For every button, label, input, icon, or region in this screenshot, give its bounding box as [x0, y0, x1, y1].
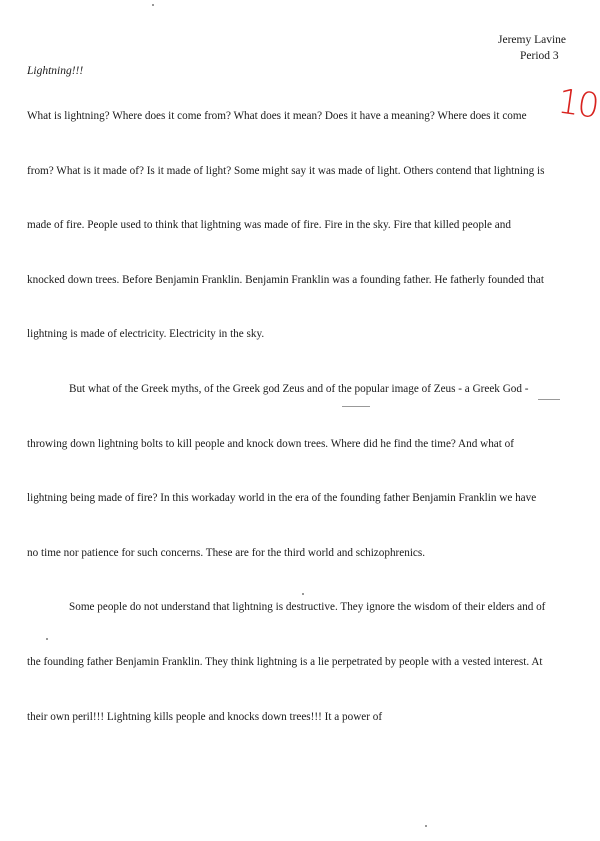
handwritten-grade: 10: [555, 81, 600, 127]
scan-speck: [152, 4, 154, 6]
paragraph-1: What is lightning? Where does it come from? What does it mean? Does it have a meaning? Where does it come from? What is it made of? Is it made of light? Some might say it was made of light. Others contend that lightning is made of fire. People used to think that lightning was made of fire. Fire in the sky. Fire that killed people and knocked down trees. Before Benjamin Franklin. Benjamin Franklin was a founding father. He fatherly founded that lightning is made of electricity. Electricity in the sky.: [27, 110, 545, 341]
scan-mark: [342, 406, 370, 407]
paragraph-3: Some people do not understand that lightning is destructive. They ignore the wisdom of their elders and of the founding father Benjamin Franklin. They think lightning is a lie perpetrated by people with a vested interest. At their own peril!!! Lightning kills people and knocks down trees!!! It a power of: [27, 601, 546, 723]
scan-speck: [425, 825, 427, 827]
paragraph-2: But what of the Greek myths, of the Greek god Zeus and of the popular image of Zeus - a Greek God - throwing down lightning bolts to kill people and knock down trees. Where did he find the time? And what of lightning being made of fire? In this workaday world in the era of the founding father Benjamin Franklin we have no time nor patience for such concerns. These are for the third world and schizophrenics.: [27, 382, 537, 559]
scan-speck: [302, 593, 304, 595]
essay-title: Lightning!!!: [27, 65, 84, 77]
essay-body: [27, 89, 547, 744]
student-header: [498, 32, 566, 64]
class-period: Period 3: [519, 50, 559, 62]
scan-speck: [46, 638, 48, 640]
scan-mark: [538, 399, 560, 400]
student-name: Jeremy Lavine: [497, 34, 566, 46]
